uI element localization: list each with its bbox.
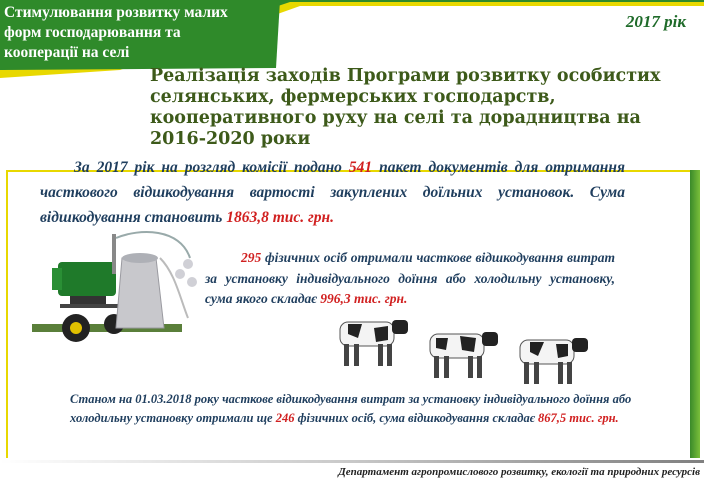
para2-count: 295: [241, 250, 262, 265]
cow-image: [510, 330, 592, 388]
frame-left-border: [6, 170, 8, 458]
header-title-line: Стимулювання розвитку малих: [4, 4, 228, 21]
footer-department: Департамент агропромислового розвитку, екології та природних ресурсів: [338, 466, 700, 478]
para1-text: За 2017 рік на розгляд комісії подано: [74, 159, 349, 176]
frame-right-bar: [690, 170, 700, 458]
paragraph-status: [70, 390, 640, 428]
para3-count: 246: [275, 411, 295, 425]
para3-amount: 867,5 тис. грн.: [538, 411, 619, 425]
milking-machine-image: [30, 228, 198, 346]
para3-text: фізичних осіб, сума відшкодування складає: [294, 411, 539, 425]
para1-count: 541: [348, 159, 373, 176]
header-title: [4, 3, 274, 63]
para3-text: Станом на 01.03.2018 року часткове відшкодування витрат за установку індивідуального доїння або холодильну установку отримали ще: [70, 392, 632, 425]
paragraph-submissions: [40, 155, 625, 230]
program-title: Реалізація заходів Програми розвитку особистих селянських, фермерських господарств, кооперативного руху на селі та дорадництва на 2016-2020 роки: [150, 66, 661, 149]
cow-image: [420, 324, 502, 382]
footer-divider: [0, 460, 704, 463]
paragraph-individuals: [205, 248, 615, 310]
year-label: 2017 рік: [625, 12, 686, 31]
para2-amount: 996,3 тис. грн.: [320, 291, 408, 306]
header-title-line: форм господарювання та: [4, 24, 181, 41]
cow-image: [330, 312, 412, 370]
para1-text: пакет документів для отримання часткового відшкодування вартості закуплених доїльних установок. Сума відшкодування становить: [40, 159, 626, 226]
header-title-line: кооперації на селі: [4, 44, 130, 61]
para1-amount: 1863,8 тис. грн.: [226, 209, 335, 226]
para2-text: фізичних осіб отримали часткове відшкодування витрат за установку індивідуального доїння або холодильну установку, сума якого складає: [205, 250, 615, 306]
